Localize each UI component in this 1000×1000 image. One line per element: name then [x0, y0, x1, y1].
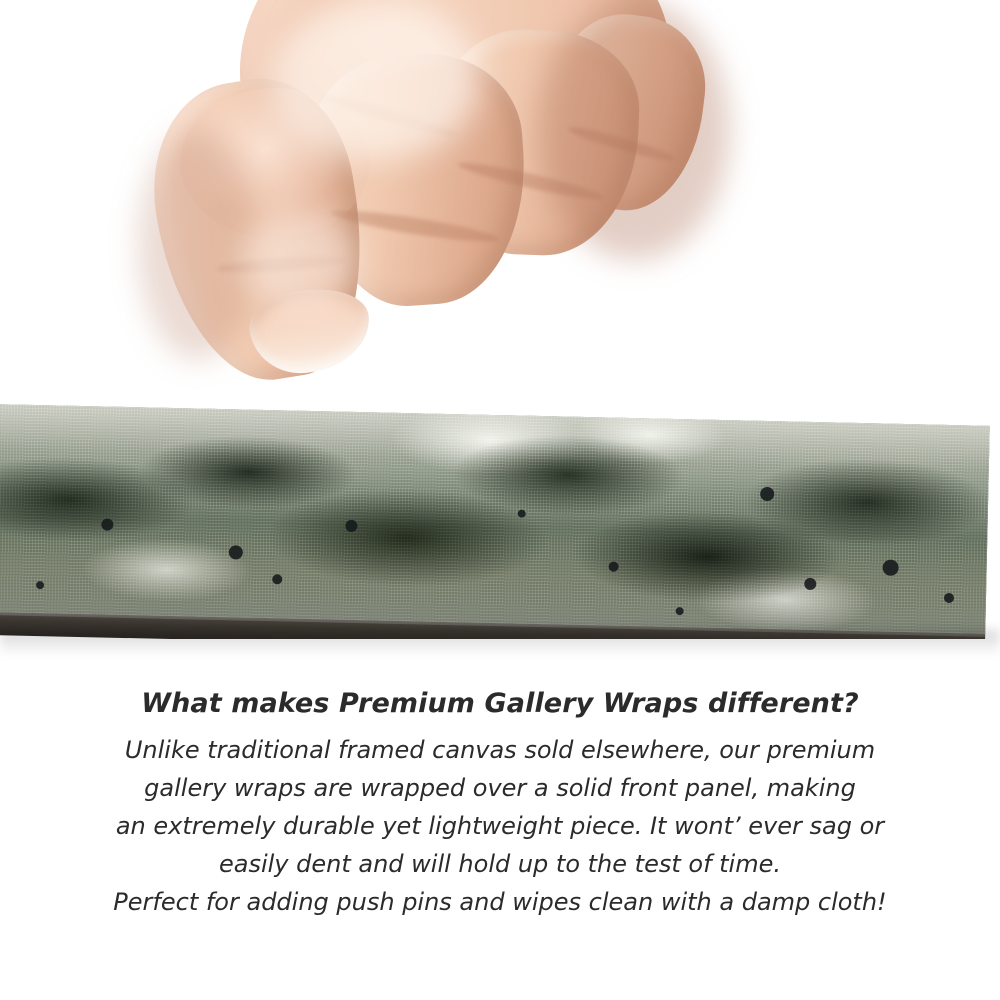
- hand-photo-region: [0, 0, 1000, 415]
- canvas-lighting-overlay: [0, 404, 990, 634]
- hand-shadow: [540, 0, 730, 260]
- caption-line: an extremely durable yet lightweight piece. It wont’ ever sag or: [115, 812, 885, 840]
- hand-highlight: [270, 0, 480, 160]
- caption-line: Unlike traditional framed canvas sold elsewhere, our premium: [124, 736, 876, 764]
- hand-illustration: [120, 0, 680, 415]
- canvas-strip-tilt: [0, 404, 1000, 639]
- caption-line: Perfect for adding push pins and wipes clean with a damp cloth!: [113, 888, 887, 916]
- caption-heading: What makes Premium Gallery Wraps different?: [141, 688, 859, 719]
- hand-shadow: [138, 130, 258, 360]
- canvas-drop-shadow: [0, 630, 1000, 656]
- caption-line: gallery wraps are wrapped over a solid front panel, making: [144, 774, 856, 802]
- caption-line: easily dent and will hold up to the test of time.: [218, 850, 781, 878]
- hand-highlight: [240, 210, 360, 310]
- canvas-edge-strip: [0, 404, 1000, 639]
- caption-block: [0, 688, 1000, 921]
